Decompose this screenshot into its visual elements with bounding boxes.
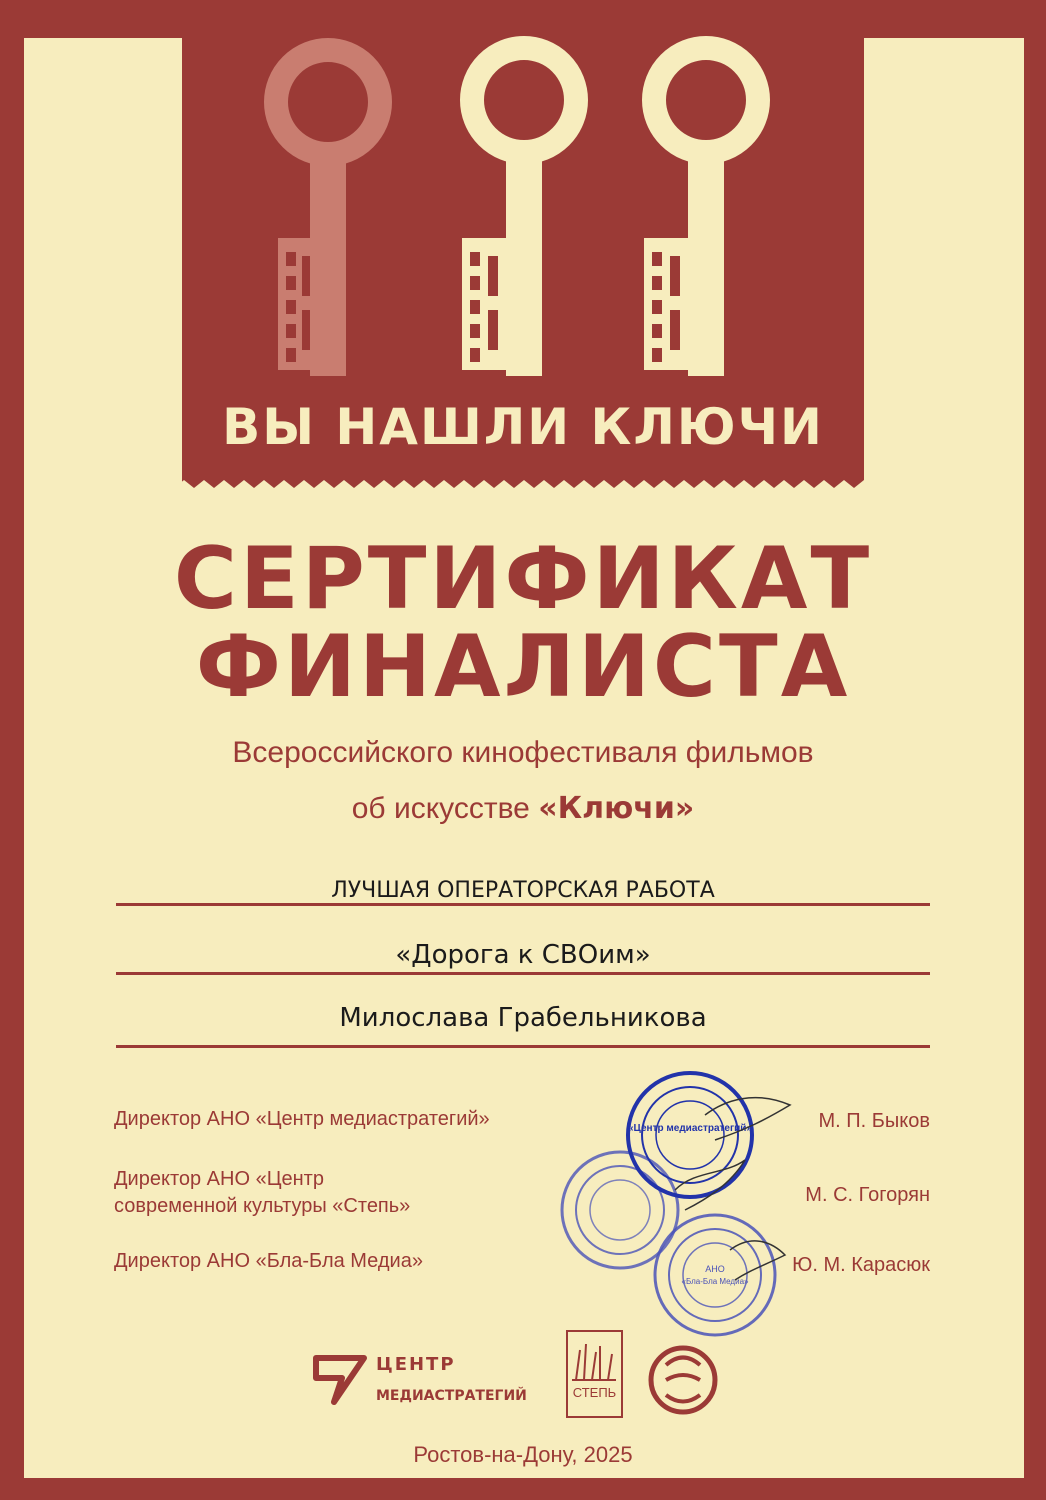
stamp3-text-1: АНО <box>705 1264 725 1274</box>
signature-name-3: Ю. М. Карасюк <box>792 1254 930 1276</box>
film-title: «Дорога к СВОим» <box>395 940 651 970</box>
logo1-line2: МЕДИАСТРАТЕГИЙ <box>376 1388 527 1404</box>
nomination-text: ЛУЧШАЯ ОПЕРАТОРСКАЯ РАБОТА <box>331 878 715 903</box>
official-stamps <box>555 1060 795 1340</box>
role-line: Директор АНО «Бла-Бла Медиа» <box>114 1250 423 1272</box>
logo2-text: СТЕПЬ <box>572 1385 617 1400</box>
subtitle-line1: Всероссийского кинофестиваля фильмов <box>232 736 814 769</box>
role-line: Директор АНО «Центр медиастратегий» <box>114 1108 490 1130</box>
divider <box>116 1045 930 1048</box>
signature-name-2: М. С. Гогорян <box>805 1184 930 1206</box>
step-logo-icon <box>566 1330 623 1418</box>
signature-role-2 <box>114 1166 410 1220</box>
divider <box>116 972 930 975</box>
signature-role-1 <box>114 1106 490 1133</box>
role-line: современной культуры «Степь» <box>114 1195 411 1217</box>
logo1-line1: ЦЕНТР <box>376 1354 456 1375</box>
certificate-title-line2: ФИНАЛИСТА <box>195 617 851 717</box>
role-line: Директор АНО «Центр <box>114 1168 324 1190</box>
divider <box>116 903 930 906</box>
stamp3-text-2: «Бла-Бла Медиа» <box>681 1277 749 1286</box>
subtitle-prefix: об искусстве <box>351 792 539 825</box>
banner-title: ВЫ НАШЛИ КЛЮЧИ <box>222 398 824 456</box>
bla-bla-media-logo-icon <box>648 1340 718 1420</box>
festival-name: «Ключи» <box>538 791 695 826</box>
subtitle-line2 <box>0 788 1046 830</box>
stamp1-text: «Центр медиастратегий» <box>628 1123 752 1134</box>
certificate-title-line1: СЕРТИФИКАТ <box>173 529 873 629</box>
recipient-name: Милослава Грабельникова <box>339 1003 707 1033</box>
footer-place-year: Ростов-на-Дону, 2025 <box>413 1442 633 1467</box>
center-mediastrategy-logo-icon <box>312 1350 370 1408</box>
signature-name-1: М. П. Быков <box>818 1110 930 1132</box>
signature-role-3 <box>114 1248 423 1275</box>
